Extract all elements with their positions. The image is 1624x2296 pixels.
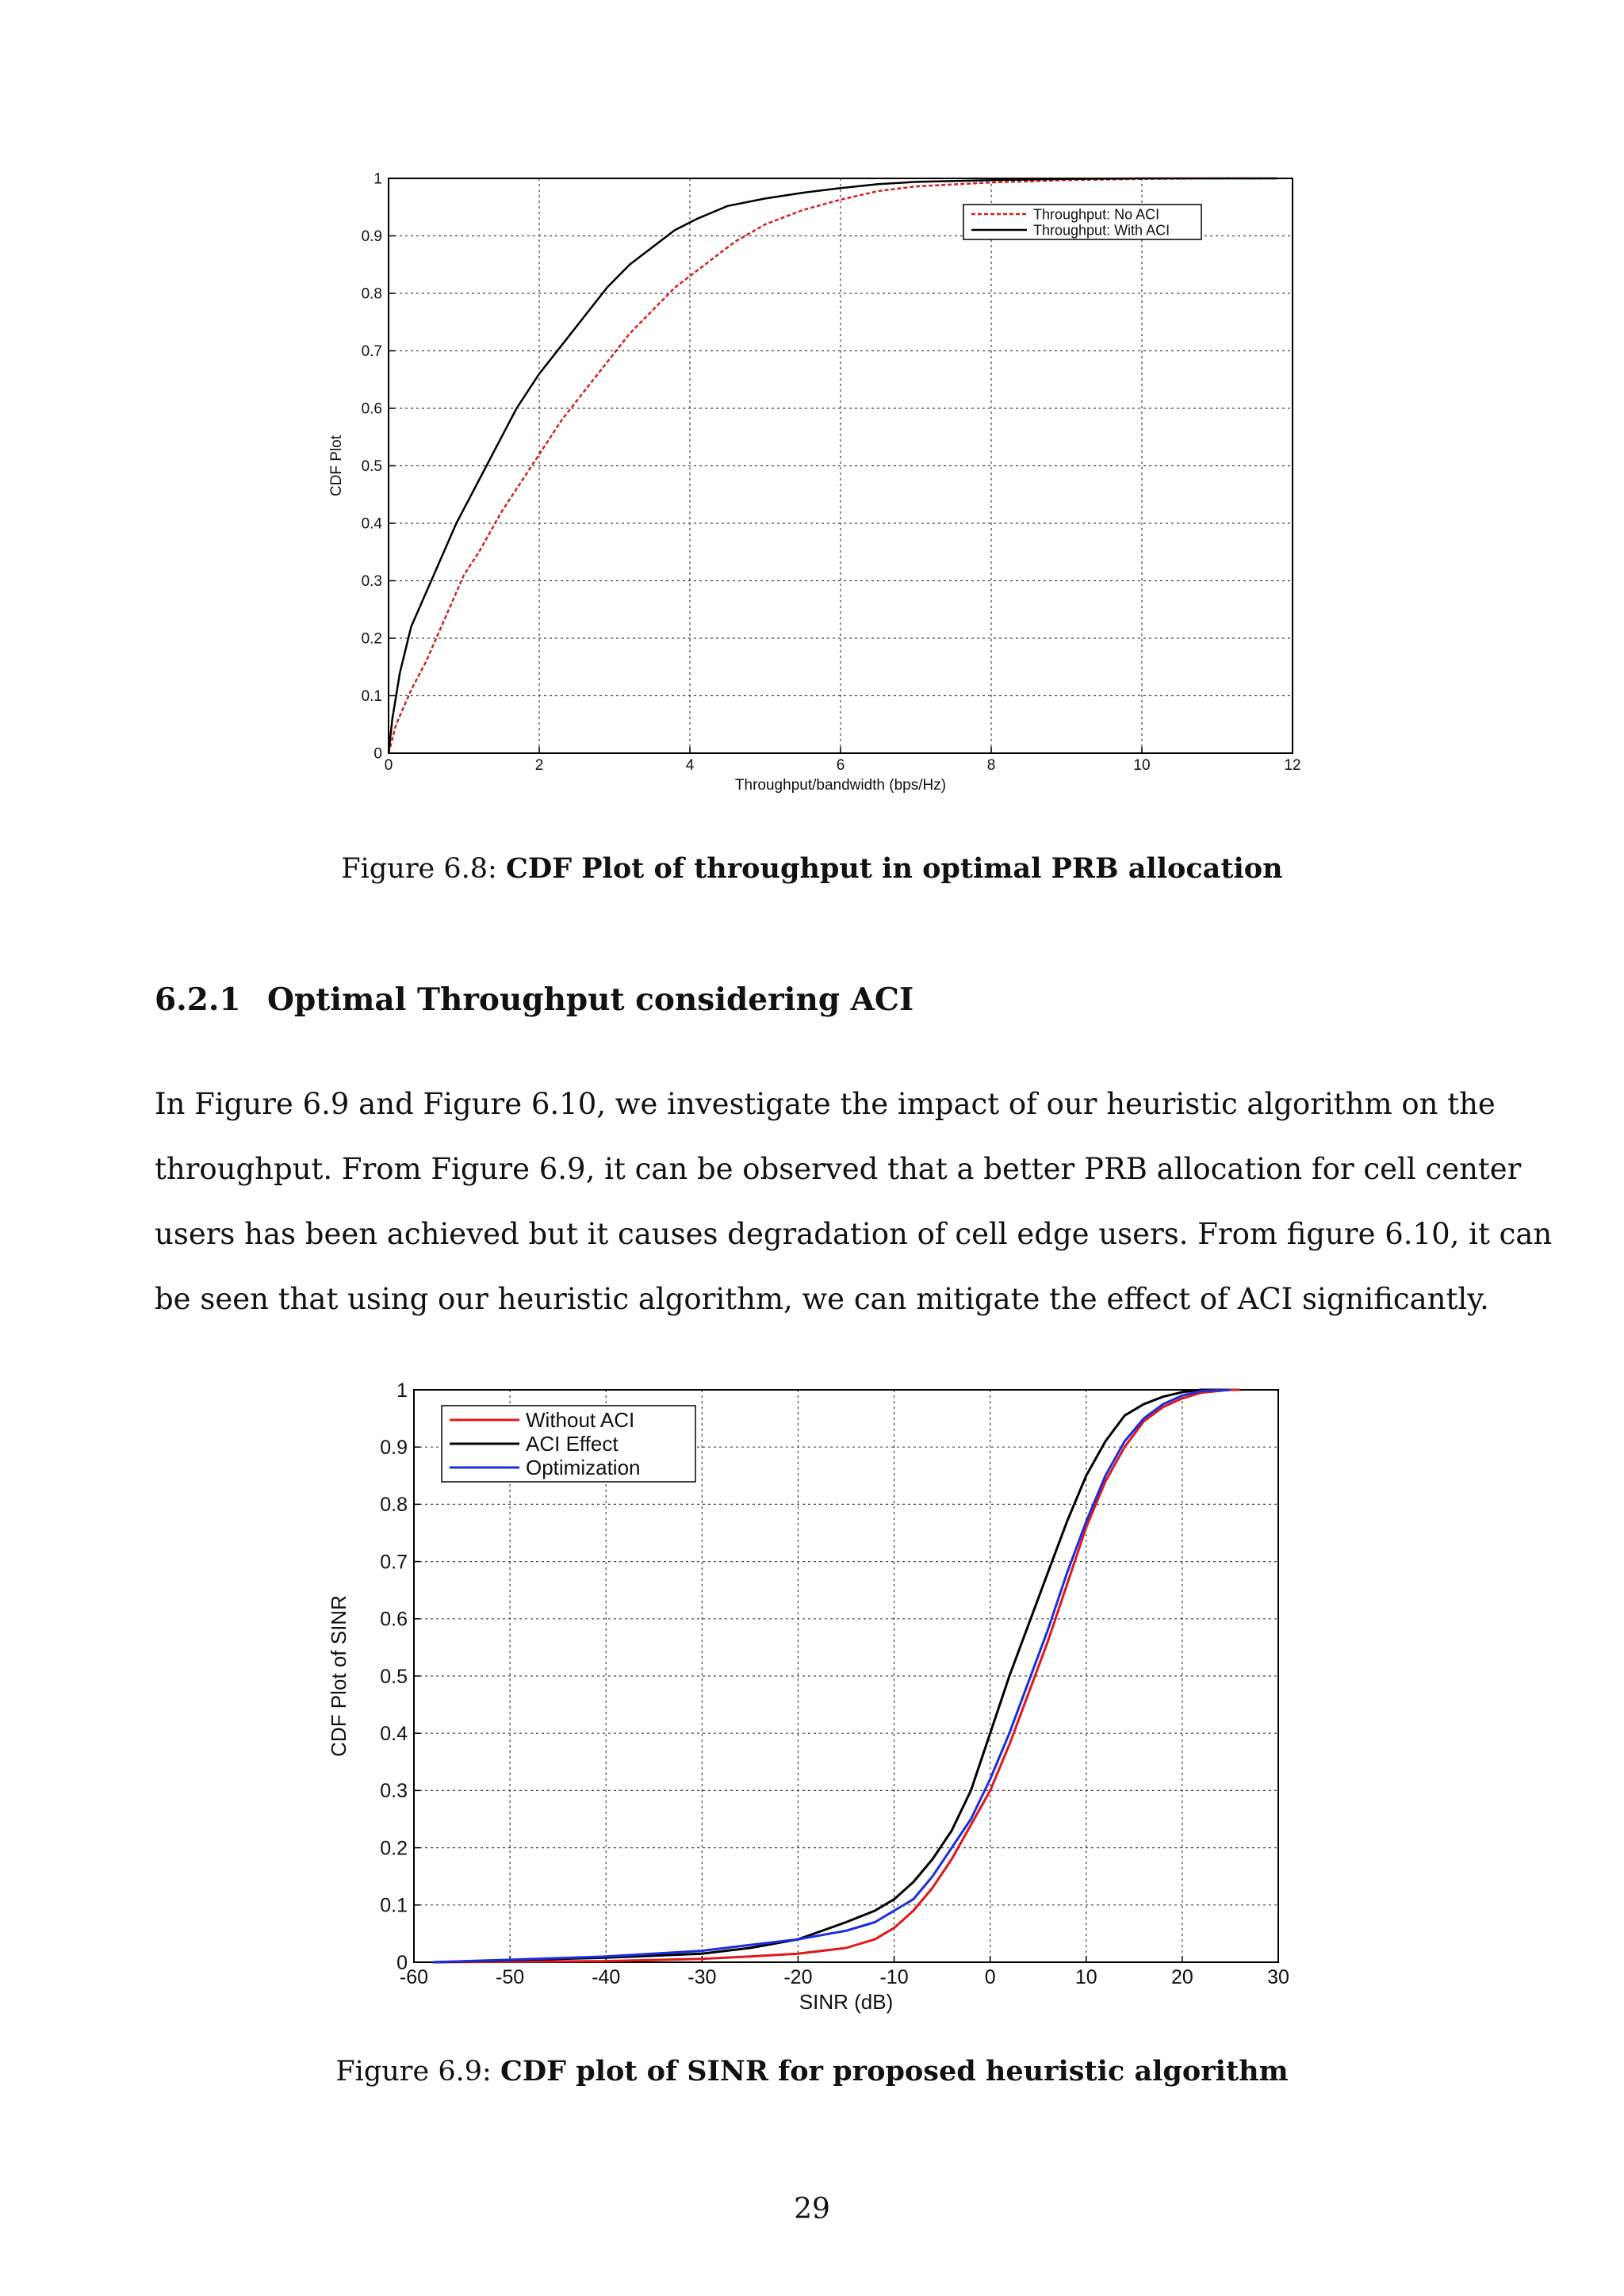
- y-tick-label: 0.2: [361, 630, 382, 648]
- paragraph-line: throughput. From Figure 6.9, it can be observed that a better PRB allocation for cell center: [155, 1152, 1522, 1186]
- y-tick-label: 1: [396, 1379, 408, 1402]
- section-number: 6.2.1: [155, 982, 241, 1018]
- x-tick-label: 10: [1074, 1966, 1097, 1988]
- figure-6-8-caption: [0, 852, 1624, 885]
- y-tick-label: 0.4: [380, 1722, 408, 1745]
- legend-label: Optimization: [526, 1456, 641, 1480]
- y-tick-label: 0: [373, 745, 382, 763]
- x-tick-label: -10: [879, 1966, 909, 1988]
- x-tick-label: 0: [984, 1966, 996, 1988]
- x-axis-label: Throughput/bandwidth (bps/Hz): [734, 777, 947, 794]
- x-tick-label: 8: [986, 757, 996, 774]
- y-tick-label: 0.2: [380, 1837, 408, 1860]
- y-tick-label: 0.1: [361, 688, 382, 706]
- y-tick-label: 0: [396, 1951, 408, 1974]
- x-tick-label: -30: [688, 1966, 717, 1988]
- x-tick-label: 2: [534, 757, 544, 774]
- figure-6-9-caption: [0, 2055, 1624, 2087]
- x-tick-label: 4: [685, 757, 695, 774]
- x-tick-label: 30: [1267, 1966, 1289, 1988]
- x-axis-label: SINR (dB): [799, 1990, 894, 2014]
- legend-label: ACI Effect: [526, 1432, 619, 1456]
- y-axis-label: CDF Plot: [328, 434, 345, 497]
- y-tick-label: 0.5: [361, 458, 382, 476]
- figure-6-9-caption-text: CDF plot of SINR for proposed heuristic algorithm: [500, 2055, 1289, 2087]
- x-tick-label: 20: [1170, 1966, 1193, 1988]
- paragraph-line: users has been achieved but it causes degradation of cell edge users. From figure 6.10, it can: [155, 1217, 1553, 1251]
- x-tick-label: -40: [592, 1966, 621, 1988]
- page-number: 29: [794, 2193, 830, 2225]
- y-tick-label: 0.8: [361, 285, 382, 303]
- paragraph-line: be seen that using our heuristic algorithm, we can mitigate the effect of ACI significantly.: [155, 1282, 1489, 1316]
- y-tick-label: 0.6: [380, 1608, 408, 1631]
- y-tick-label: 0.1: [380, 1894, 408, 1917]
- x-tick-label: 6: [836, 757, 845, 774]
- x-tick-label: 0: [384, 757, 393, 774]
- y-tick-label: 0.5: [380, 1665, 408, 1688]
- figure-6-8-caption-text: CDF Plot of throughput in optimal PRB allocation: [505, 852, 1283, 885]
- body-paragraph: [155, 1072, 1553, 1332]
- figure-6-9-label: Figure 6.9:: [335, 2056, 492, 2087]
- legend-label: Throughput: With ACI: [1033, 222, 1170, 239]
- y-tick-label: 0.6: [361, 400, 382, 418]
- x-tick-label: -60: [399, 1966, 429, 1988]
- y-tick-label: 1: [373, 170, 382, 188]
- y-tick-label: 0.3: [361, 573, 382, 591]
- y-tick-label: 0.7: [361, 343, 382, 361]
- y-tick-label: 0.4: [361, 515, 382, 533]
- x-tick-label: -20: [783, 1966, 813, 1988]
- paragraph-line: In Figure 6.9 and Figure 6.10, we investigate the impact of our heuristic algorithm on the: [155, 1087, 1496, 1121]
- y-tick-label: 0.7: [380, 1551, 408, 1574]
- y-tick-label: 0.9: [380, 1436, 408, 1459]
- legend-label: Without ACI: [526, 1408, 635, 1433]
- x-tick-label: -50: [496, 1966, 525, 1988]
- y-tick-label: 0.8: [380, 1494, 408, 1517]
- y-tick-label: 0.9: [361, 228, 382, 246]
- legend-label: Throughput: No ACI: [1033, 206, 1160, 223]
- y-tick-label: 0.3: [380, 1780, 408, 1803]
- throughput-cdf-chart: [301, 159, 1316, 801]
- x-tick-label: 12: [1284, 757, 1301, 774]
- sinr-cdf-chart: [317, 1368, 1316, 2026]
- figure-6-8-label: Figure 6.8:: [341, 853, 497, 885]
- section-heading: [155, 982, 914, 1018]
- y-axis-label: CDF Plot of SINR: [327, 1595, 350, 1757]
- section-title: Optimal Throughput considering ACI: [267, 982, 914, 1018]
- x-tick-label: 10: [1133, 757, 1151, 774]
